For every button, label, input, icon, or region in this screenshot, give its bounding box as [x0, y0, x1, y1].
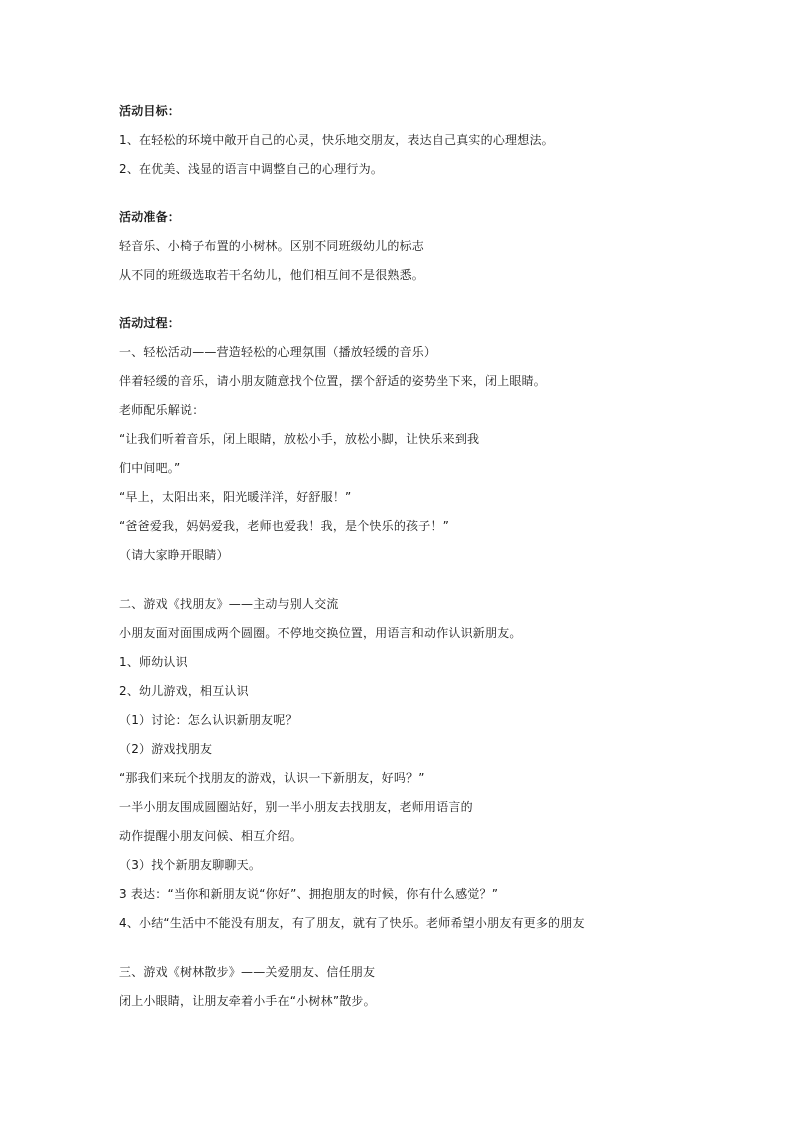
process-step: 2、幼儿游戏，相互认识	[119, 684, 249, 698]
process-heading: 活动过程：	[119, 316, 181, 330]
preparation-heading: 活动准备：	[119, 210, 181, 224]
goals-item: 2、在优美、浅显的语言中调整自己的心理行为。	[119, 162, 384, 176]
preparation-item: 从不同的班级选取若干名幼儿，他们相互间不是很熟悉。	[119, 268, 425, 282]
process-quote: 们中间吧。”	[119, 461, 181, 475]
process-quote: “爸爸爱我，妈妈爱我，老师也爱我！我，是个快乐的孩子！”	[119, 519, 450, 533]
process-quote: “让我们听着音乐，闭上眼睛，放松小手，放松小脚，让快乐来到我	[119, 432, 480, 446]
process-step: 3 表达：“当你和新朋友说“你好”、拥抱朋友的时候，你有什么感觉？”	[119, 887, 499, 901]
process-paragraph: 动作提醒小朋友问候、相互介绍。	[119, 829, 303, 843]
process-substep: （1）讨论：怎么认识新朋友呢？	[119, 713, 298, 727]
process-step: 4、小结“生活中不能没有朋友，有了朋友，就有了快乐。老师希望小朋友有更多的朋友	[119, 916, 585, 930]
process-quote: “那我们来玩个找朋友的游戏，认识一下新朋友，好吗？”	[119, 771, 425, 785]
process-part1-heading: 一、轻松活动——营造轻松的心理氛围（播放轻缓的音乐）	[119, 345, 437, 359]
process-paragraph: 闭上小眼睛，让朋友牵着小手在“小树林”散步。	[119, 994, 376, 1008]
process-part3-heading: 三、游戏《树林散步》——关爱朋友、信任朋友	[119, 965, 376, 979]
process-quote: “早上，太阳出来，阳光暖洋洋，好舒服！”	[119, 490, 352, 504]
process-substep: （3）找个新朋友聊聊天。	[119, 858, 262, 872]
goals-heading: 活动目标：	[119, 104, 181, 118]
process-paragraph: 老师配乐解说：	[119, 403, 205, 417]
process-step: 1、师幼认识	[119, 655, 188, 669]
process-substep: （2）游戏找朋友	[119, 742, 213, 756]
process-paragraph: 伴着轻缓的音乐，请小朋友随意找个位置，摆个舒适的姿势坐下来，闭上眼睛。	[119, 374, 547, 388]
process-paragraph: 一半小朋友围成圆圈站好，别一半小朋友去找朋友，老师用语言的	[119, 800, 473, 814]
goals-item: 1、在轻松的环境中敞开自己的心灵，快乐地交朋友，表达自己真实的心理想法。	[119, 133, 554, 147]
process-paragraph: （请大家睁开眼睛）	[119, 548, 229, 562]
process-part2-heading: 二、游戏《找朋友》——主动与别人交流	[119, 597, 339, 611]
preparation-item: 轻音乐、小椅子布置的小树林。区别不同班级幼儿的标志	[119, 239, 425, 253]
process-paragraph: 小朋友面对面围成两个圆圈。不停地交换位置，用语言和动作认识新朋友。	[119, 626, 522, 640]
